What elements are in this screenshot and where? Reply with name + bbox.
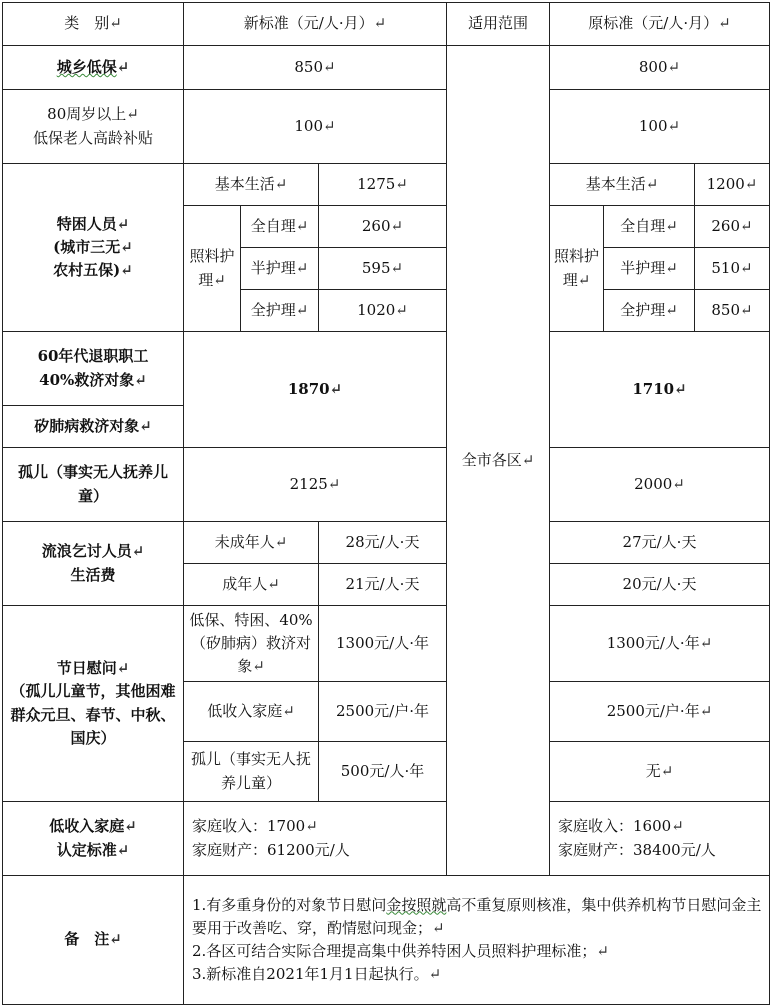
label-notes: 备 注↵ <box>3 876 184 1005</box>
old-low-income: 家庭收入：1600↵ 家庭财产：38400元/人 <box>550 802 770 876</box>
old-full-care-label: 全护理↵ <box>604 290 695 332</box>
holiday-sub1-old: 1300元/人·年↵ <box>550 606 770 682</box>
header-old-standard: 原标准（元/人·月）↵ <box>550 3 770 46</box>
new-full-care-value: 1020↵ <box>319 290 447 332</box>
row-dibao <box>3 46 770 90</box>
notes-content <box>184 876 770 1005</box>
holiday-sub3-label: 孤儿（事实无人抚养儿童） <box>184 742 319 802</box>
new-basic-value: 1275↵ <box>319 164 447 206</box>
old-full-self-value: 260↵ <box>695 206 770 248</box>
old-basic-value: 1200↵ <box>695 164 770 206</box>
row-holiday-1 <box>3 606 770 682</box>
new-minor-label: 未成年人↵ <box>184 522 319 564</box>
new-full-care-label: 全护理↵ <box>241 290 319 332</box>
old-half-care-label: 半护理↵ <box>604 248 695 290</box>
new-full-self-value: 260↵ <box>319 206 447 248</box>
holiday-sub2-label: 低收入家庭↵ <box>184 682 319 742</box>
header-category: 类 别↵ <box>3 3 184 46</box>
note-3: 3.新标准自2021年1月1日起执行。↵ <box>192 965 442 984</box>
header-row <box>3 3 770 46</box>
header-scope: 适用范围 <box>447 3 550 46</box>
note-1: 1.有多重身份的对象节日慰问金按照就高不重复原则核准，集中供养机构节日慰问金主要用于改善吃、穿，酌情慰问现金；↵ <box>192 895 762 937</box>
new-low-income: 家庭收入：1700↵ 家庭财产：61200元/人 <box>184 802 447 876</box>
old-care-label: 照料护理↵ <box>550 206 604 332</box>
old-full-self-label: 全自理↵ <box>604 206 695 248</box>
label-orphan: 孤儿（事实无人抚养儿童） <box>3 448 184 522</box>
label-retired: 60年代退职职工 40%救济对象↵ <box>3 332 184 406</box>
old-full-care-value: 850↵ <box>695 290 770 332</box>
holiday-sub1-label: 低保、特困、40%（矽肺病）救济对象↵ <box>184 606 319 682</box>
new-orphan: 2125↵ <box>184 448 447 522</box>
label-vagrant: 流浪乞讨人员↵ 生活费 <box>3 522 184 606</box>
label-low-income: 低收入家庭↵ 认定标准↵ <box>3 802 184 876</box>
scope-cell: 全市各区↵ <box>447 46 550 876</box>
new-half-care-value: 595↵ <box>319 248 447 290</box>
row-low-income <box>3 802 770 876</box>
row-elder <box>3 90 770 164</box>
row-vagrant-minor <box>3 522 770 564</box>
new-adult-label: 成年人↵ <box>184 564 319 606</box>
row-retired <box>3 332 770 406</box>
row-tekun-basic <box>3 164 770 206</box>
holiday-sub3-old: 无↵ <box>550 742 770 802</box>
row-notes <box>3 876 770 1005</box>
old-minor-value: 27元/人·天 <box>550 522 770 564</box>
holiday-sub1-new: 1300元/人·年 <box>319 606 447 682</box>
new-full-self-label: 全自理↵ <box>241 206 319 248</box>
label-elder: 80周岁以上↵ 低保老人高龄补贴 <box>3 90 184 164</box>
new-adult-value: 21元/人·天 <box>319 564 447 606</box>
new-basic-label: 基本生活↵ <box>184 164 319 206</box>
label-tekun: 特困人员↵ (城市三无↵ 农村五保)↵ <box>3 164 184 332</box>
new-dibao: 850↵ <box>184 46 447 90</box>
old-half-care-value: 510↵ <box>695 248 770 290</box>
new-elder: 100↵ <box>184 90 447 164</box>
old-elder: 100↵ <box>550 90 770 164</box>
header-new-standard: 新标准（元/人·月）↵ <box>184 3 447 46</box>
old-orphan: 2000↵ <box>550 448 770 522</box>
new-care-label: 照料护理↵ <box>184 206 241 332</box>
new-half-care-label: 半护理↵ <box>241 248 319 290</box>
label-silicosis: 矽肺病救济对象↵ <box>3 406 184 448</box>
holiday-sub2-old: 2500元/户·年↵ <box>550 682 770 742</box>
new-minor-value: 28元/人·天 <box>319 522 447 564</box>
note-2: 2.各区可结合实际合理提高集中供养特困人员照料护理标准；↵ <box>192 942 609 960</box>
old-dibao: 800↵ <box>550 46 770 90</box>
holiday-sub3-new: 500元/人·年 <box>319 742 447 802</box>
old-basic-label: 基本生活↵ <box>550 164 695 206</box>
old-retired: 1710↵ <box>550 332 770 448</box>
label-dibao: 城乡低保↵ <box>3 46 184 90</box>
subsidy-standards-table <box>2 2 770 1005</box>
holiday-sub2-new: 2500元/户·年 <box>319 682 447 742</box>
row-orphan <box>3 448 770 522</box>
label-holiday: 节日慰问↵ （孤儿儿童节，其他困难群众元旦、春节、中秋、国庆） <box>3 606 184 802</box>
new-retired: 1870↵ <box>184 332 447 448</box>
old-adult-value: 20元/人·天 <box>550 564 770 606</box>
